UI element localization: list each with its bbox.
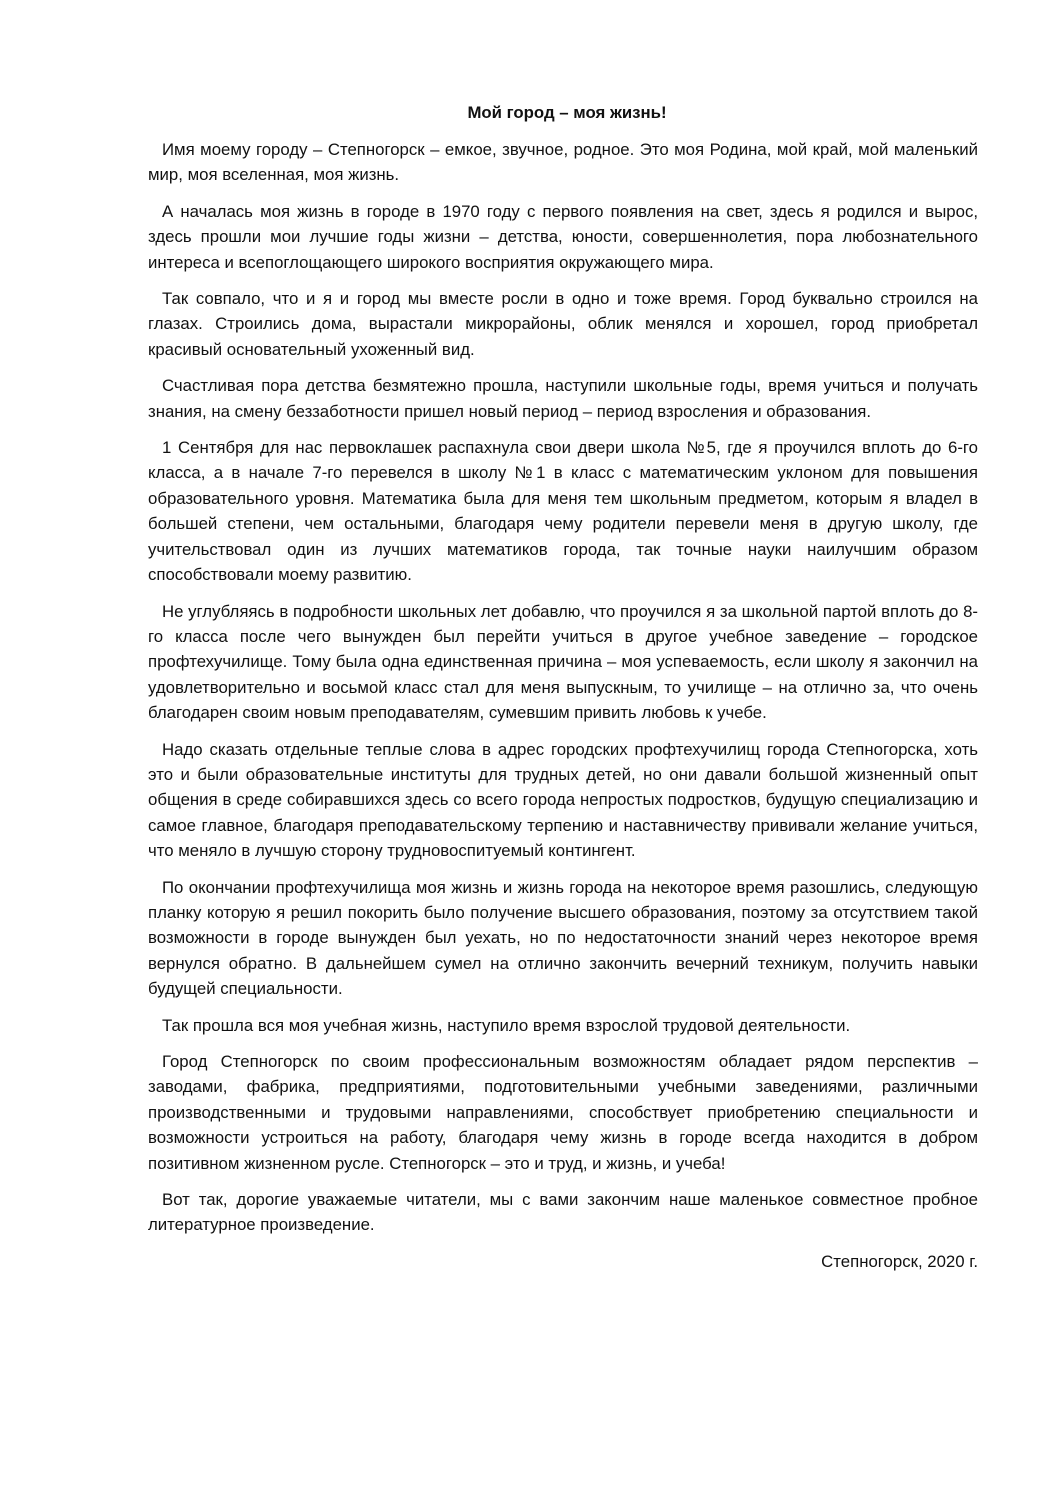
paragraph-4: Счастливая пора детства безмятежно прошла, наступили школьные годы, время учиться и получать знания, на смену беззаботности пришел новый период – период взросления и образования. <box>148 376 978 421</box>
paragraph-7: Надо сказать отдельные теплые слова в адрес городских профтехучилищ города Степногорска, хоть это и были образовательные институты для трудных детей, но они давали большой жизненный опыт общения в среде собиравшихся здесь со всего города непростых подростков, будущую специализацию и самое главное, благодаря преподавательскому терпению и наставничеству прививали желание учиться, что меняло в лучшую сторону трудновоспитуемый контингент. <box>148 739 978 861</box>
paragraph-8: По окончании профтехучилища моя жизнь и жизнь города на некоторое время разошлись, следующую планку которую я решил покорить было получение высшего образования, поэтому за отсутствием такой возможности в городе вынужден был уехать, но по недостаточности знаний через некоторое время вернулся обратно. В дальнейшем сумел на отлично закончить вечерний техникум, получить навыки будущей специальности. <box>148 877 978 999</box>
signature: Степногорск, 2020 г. <box>821 1251 978 1271</box>
paragraph-9: Так прошла вся моя учебная жизнь, наступило время взрослой трудовой деятельности. <box>162 1015 851 1035</box>
paragraph-3: Так совпало, что и я и город мы вместе росли в одно и тоже время. Город буквально строился на глазах. Строились дома, вырастали микрорайоны, облик менялся и хорошел, город приобретал красивый основательный ухоженный вид. <box>148 289 978 359</box>
paragraph-5: 1 Сентября для нас первоклашек распахнула свои двери школа №5, где я проучился вплоть до 6-го класса, а в начале 7-го перевелся в школу №1 в класс с математическим уклоном для повышения образовательного уровня. Математика была для меня тем школьным предметом, которым я владел в большей степени, чем остальными, благодаря чему родители перевели меня в другую школу, где учительствовал один из лучших математиков города, так точные науки наилучшим образом способствовали моему развитию. <box>148 438 978 585</box>
paragraph-10: Город Степногорск по своим профессиональным возможностям обладает рядом перспектив – заводами, фабрика, предприятиями, подготовительными учебными заведениями, различными производственными и трудовыми направлениями, способствует приобретению специальности и возможности устроиться на работу, благодаря чему жизнь в городе всегда находится в добром позитивном жизненном русле. Степногорск – это и труд, и жизнь, и учеба! <box>148 1052 978 1173</box>
document-title: Мой город – моя жизнь! <box>467 103 667 122</box>
document-body <box>148 100 978 1274</box>
paragraph-6: Не углубляясь в подробности школьных лет добавлю, что проучился я за школьной партой вплоть до 8-го класса после чего вынужден был перейти учиться в другое учебное заведение – городское профтехучилище. Тому была одна единственная причина – моя успеваемость, если школу я закончил на удовлетворительно и восьмой класс стал для меня выпускным, то училище – на отлично за, что очень благодарен своим новым преподавателям, сумевшим привить любовь к учебе. <box>148 601 978 723</box>
paragraph-11: Вот так, дорогие уважаемые читатели, мы с вами закончим наше маленькое совместное пробное литературное произведение. <box>148 1190 978 1235</box>
paragraph-1: Имя моему городу – Степногорск – емкое, звучное, родное. Это моя Родина, мой край, мой маленький мир, моя вселенная, моя жизнь. <box>148 140 978 185</box>
paragraph-2: А началась моя жизнь в городе в 1970 году с первого появления на свет, здесь я родился и вырос, здесь прошли мои лучшие годы жизни – детства, юности, совершеннолетия, пора любознательного интереса и всепоглощающего широкого восприятия окружающего мира. <box>148 201 978 272</box>
